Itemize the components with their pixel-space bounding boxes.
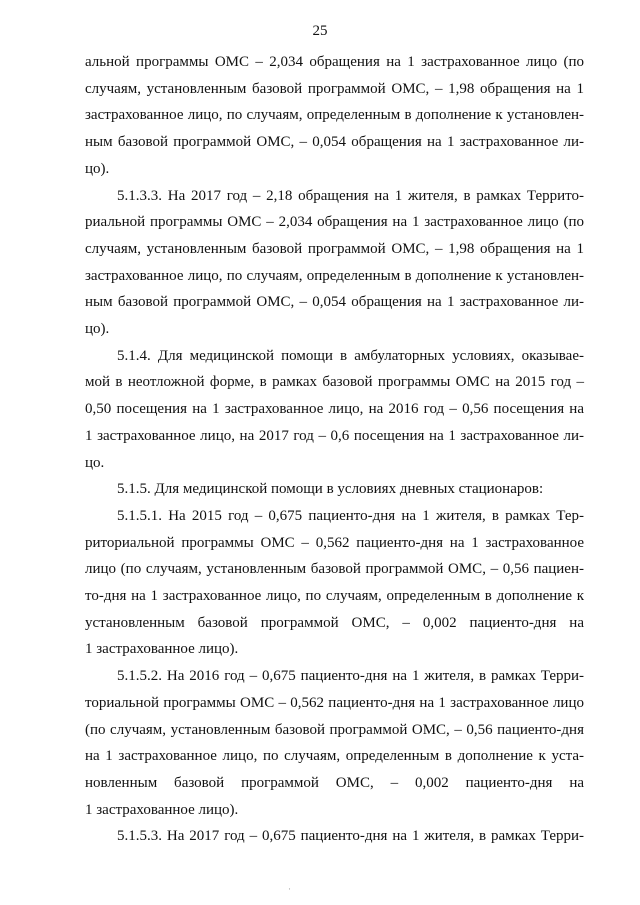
text-line: 1 застрахованное лицо). bbox=[85, 641, 239, 658]
text-line: ным базовой программой ОМС, – 0,054 обращения на 1 застрахованное ли- bbox=[85, 134, 584, 151]
text-line: цо). bbox=[85, 160, 110, 177]
text-line: на 1 застрахованное лицо, по случаям, определенным в дополнение к уста- bbox=[85, 748, 584, 765]
text-line: 5.1.5.2. На 2016 год – 0,675 пациенто-дня на 1 жителя, в рамках Терри- bbox=[117, 668, 584, 685]
paragraph-5-1-5-1 bbox=[85, 503, 584, 663]
paragraph-5-1-5 bbox=[85, 476, 584, 503]
text-line: случаям, установленным базовой программой ОМС, – 1,98 обращения на 1 bbox=[85, 80, 584, 97]
text-line: ным базовой программой ОМС, – 0,054 обращения на 1 застрахованное ли- bbox=[85, 294, 584, 311]
text-line: альной программы ОМС – 2,034 обращения на 1 застрахованное лицо (по bbox=[85, 54, 584, 70]
paragraph-continuation bbox=[85, 49, 584, 183]
scan-speck: · bbox=[288, 884, 291, 894]
text-line: застрахованное лицо, по случаям, определенным в дополнение к установлен- bbox=[85, 267, 584, 284]
text-line: 5.1.4. Для медицинской помощи в амбулаторных условиях, оказывае- bbox=[117, 347, 584, 364]
text-line: цо. bbox=[85, 454, 105, 471]
text-line: то-дня на 1 застрахованное лицо, по случаям, определенным в дополнение к bbox=[85, 588, 584, 605]
text-line: риториальной программы ОМС – 0,562 пациенто-дня на 1 застрахованное bbox=[85, 534, 584, 551]
paragraph-5-1-4 bbox=[85, 343, 584, 477]
paragraph-5-1-5-3 bbox=[85, 823, 584, 850]
text-line: 1 застрахованное лицо). bbox=[85, 801, 239, 818]
text-line: застрахованное лицо, по случаям, определенным в дополнение к установлен- bbox=[85, 107, 584, 124]
paragraph-5-1-5-2 bbox=[85, 663, 584, 823]
text-line: случаям, установленным базовой программой ОМС, – 1,98 обращения на 1 bbox=[85, 240, 584, 257]
text-line: 5.1.3.3. На 2017 год – 2,18 обращения на 1 жителя, в рамках Террито- bbox=[117, 187, 584, 204]
page-number: 25 bbox=[312, 23, 328, 39]
text-line: лицо (по случаям, установленным базовой программой ОМС, – 0,56 пациен- bbox=[85, 561, 584, 578]
paragraph-5-1-3-3 bbox=[85, 183, 584, 343]
text-line: 5.1.5. Для медицинской помощи в условиях дневных стационаров: bbox=[117, 481, 544, 498]
body-text bbox=[85, 49, 584, 850]
text-line: мой в неотложной форме, в рамках базовой программы ОМС на 2015 год – bbox=[85, 374, 584, 391]
text-line: 5.1.5.1. На 2015 год – 0,675 пациенто-дня на 1 жителя, в рамках Тер- bbox=[117, 507, 584, 524]
text-line: цо). bbox=[85, 321, 110, 338]
text-line: 1 застрахованное лицо, на 2017 год – 0,6 посещения на 1 застрахованное ли- bbox=[85, 427, 584, 444]
text-line: (по случаям, установленным базовой программой ОМС, – 0,56 пациенто-дня bbox=[85, 721, 584, 738]
text-line: установленным базовой программой ОМС, – 0,002 пациенто-дня на bbox=[85, 614, 584, 631]
text-line: 5.1.5.3. На 2017 год – 0,675 пациенто-дня на 1 жителя, в рамках Терри- bbox=[117, 828, 584, 845]
text-line: риальной программы ОМС – 2,034 обращения на 1 застрахованное лицо (по bbox=[85, 214, 584, 231]
text-line: 0,50 посещения на 1 застрахованное лицо, на 2016 год – 0,56 посещения на bbox=[85, 401, 584, 418]
text-line: новленным базовой программой ОМС, – 0,002 пациенто-дня на bbox=[85, 774, 584, 791]
text-line: ториальной программы ОМС – 0,562 пациенто-дня на 1 застрахованное лицо bbox=[85, 694, 584, 711]
